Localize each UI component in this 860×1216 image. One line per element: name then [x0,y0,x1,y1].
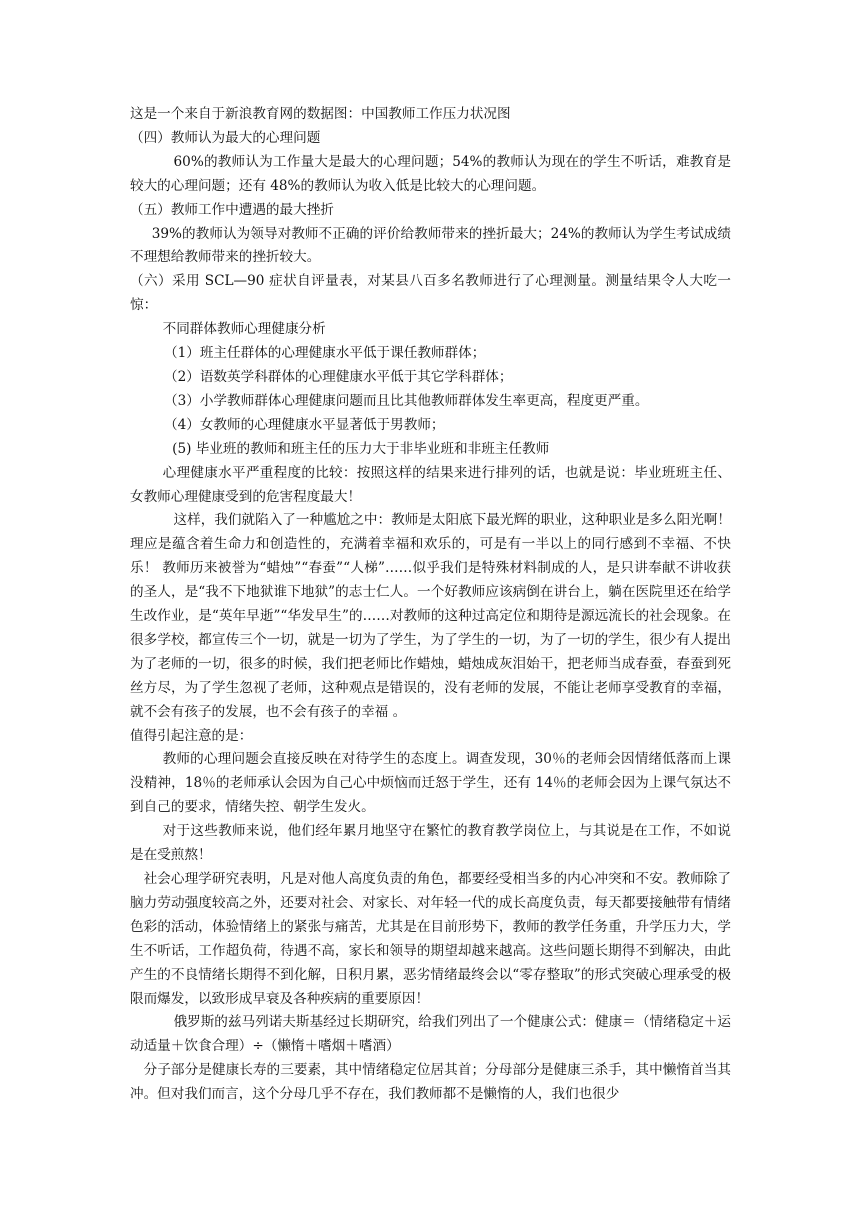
note-heading: 值得引起注意的是： [130,727,253,744]
section-heading-4: （四）教师认为最大的心理问题 [130,129,321,146]
list-item-1: （1）班主任群体的心理健康水平低于课任教师群体； [164,345,486,362]
list-item-5: (5) 毕业班的教师和班主任的压力大于非毕业班和非班主任教师 [172,440,550,457]
paragraph-psych-problems: 60%的教师认为工作量大是最大的心理问题；54%的教师认为现在的学生不听话，难教育是较大的心理问题；还有 48%的教师认为收入低是比较大的心理问题。 [130,153,731,194]
paragraph-social-psychology: 社会心理学研究表明，凡是对他人高度负责的角色，都要经受相当多的内心冲突和不安。教师除了脑力劳动强度较高之外，还要对社会、对家长、对年轻一代的成长高度负责，每天都要接触带有情绪色彩的活动，体验情绪上的紧张与痛苦，尤其是在目前形势下，教师的教学任务重，升学压力大，学生不听话，工作超负荷，待遇不高，家长和领导的期望却越来越高。这些问题长期得不到解决，由此产生的不良情绪长期得不到化解，日积月累，恶劣情绪最终会以“零存整取”的形式突破心理承受的极限而爆发，以致形成早衰及各种疾病的重要原因！ [130,871,731,1007]
paragraph-attitude-survey: 教师的心理问题会直接反映在对待学生的态度上。调查发现，30％的老师会因情绪低落而上课没精神，18％的老师承认会因为自己心中烦恼而迁怒于学生，还有 14％的老师会因为上课气氛达不到自己的要求，情绪失控、朝学生发火。 [130,751,731,816]
list-item-3: （3）小学教师群体心理健康问题而且比其他教师群体发生率更高，程度更严重。 [164,392,649,409]
paragraph-enduring: 对于这些教师来说，他们经年累月地坚守在繁忙的教育教学岗位上，与其说是在工作，不如说是在受煎熬！ [130,823,731,864]
section-heading-6: （六）采用 SCL—90 症状自评量表，对某县八百多名教师进行了心理测量。测量结果令人大吃一惊： [130,273,731,314]
section-heading-5: （五）教师工作中遭遇的最大挫折 [130,201,334,218]
subheading-group-analysis: 不同群体教师心理健康分析 [162,321,326,338]
paragraph-awkward-situation: 这样，我们就陷入了一种尴尬之中：教师是太阳底下最光辉的职业，这种职业是多么阳光啊！理应是蕴含着生命力和创造性的，充满着幸福和欢乐的，可是有一半以上的同行感到不幸福、不快乐！ 教师历来被誉为“蜡烛”“春蚕”“人梯”……似乎我们是特殊材料制成的人，是只讲奉献不讲收获的圣人，是“我不下地狱谁下地狱”的志士仁人。一个好教师应该病倒在讲台上，躺在医院里还在给学生改作业，是“英年早逝”“华发早生”的……对教师的这种过高定位和期待是源远流长的社会现象。在很多学校，都宣传三个一切，就是一切为了学生，为了学生的一切，为了一切的学生，很少有人提出为了老师的一切，很多的时候，我们把老师比作蜡烛，蜡烛成灰泪始干，把老师当成春蚕，春蚕到死丝方尽，为了学生忽视了老师，这种观点是错误的，没有老师的发展，不能让老师享受教育的幸福，就不会有孩子的发展，也不会有孩子的幸福 。 [130,512,731,720]
paragraph-setbacks: 39%的教师认为领导对教师不正确的评价给教师带来的挫折最大；24%的教师认为学生考试成绩不理想给教师带来的挫折较大。 [130,225,731,266]
paragraph-health-formula: 俄罗斯的兹马列诺夫斯基经过长期研究，给我们列出了一个健康公式：健康＝（情绪稳定＋运动适量＋饮食合理）÷（懒惰＋嗜烟＋嗜酒） [130,1014,731,1055]
list-item-4: （4）女教师的心理健康水平显著低于男教师； [164,416,445,433]
list-item-2: （2）语数英学科群体的心理健康水平低于其它学科群体； [164,368,513,385]
document-page [130,103,731,1107]
paragraph-severity-comparison: 心理健康水平严重程度的比较：按照这样的结果来进行排列的话，也就是说：毕业班班主任、女教师心理健康受到的危害程度最大！ [130,464,731,505]
intro-line: 这是一个来自于新浪教育网的数据图：中国教师工作压力状况图 [130,106,511,122]
paragraph-formula-explanation: 分子部分是健康长寿的三要素，其中情绪稳定位居其首；分母部分是健康三杀手，其中懒惰首当其冲。但对我们而言，这个分母几乎不存在，我们教师都不是懒惰的人，我们也很少 [130,1062,731,1103]
